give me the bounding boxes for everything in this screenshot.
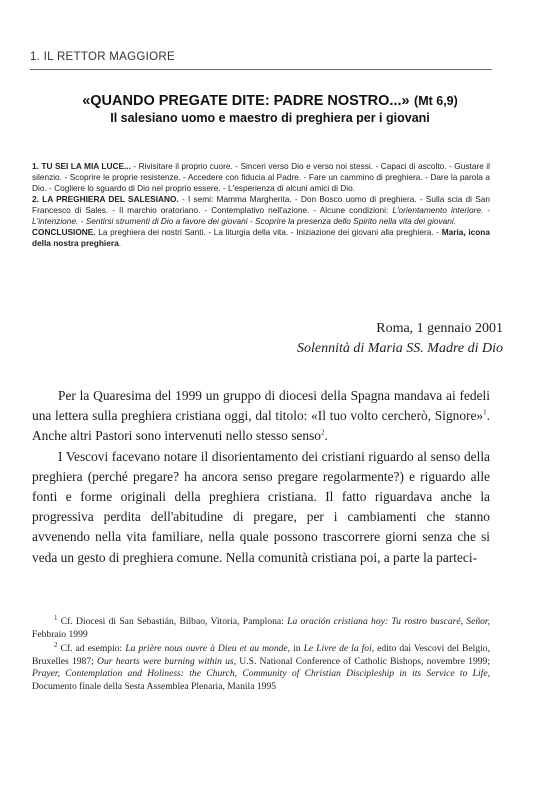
feast-day: Solennità di Maria SS. Madre di Dio	[297, 341, 503, 356]
body-text	[32, 386, 490, 568]
summary-block	[32, 161, 490, 249]
summary-bold-text: Maria, icona della nostra preghiera	[32, 227, 490, 248]
title-main: «QUANDO PREGATE DITE: PADRE NOSTRO...»	[82, 93, 410, 109]
summary-section-2	[32, 194, 490, 227]
footnote-ref: 1	[483, 408, 487, 417]
summary-italic-text: L'orientamento interiore. - L'intenzione. - Sentirsi strumenti di Dio a favore dei giovani - Scoprire la presenza dello Spirito nella vita dei giovani.	[32, 205, 491, 226]
footnote-italic: Our hearts were burning within us,	[97, 655, 237, 667]
dateline	[297, 319, 503, 359]
header-rule	[30, 69, 492, 70]
footnote-text: Cf. ad esempio:	[57, 643, 126, 654]
summary-conclusion	[32, 227, 490, 249]
footnote-italic: Prayer, Contemplation and Holiness: the Church, Community of Christian Discipleship in its Service to Life,	[32, 668, 490, 679]
summary-text: .	[118, 238, 121, 248]
body-paragraph: I Vescovi facevano notare il disorientamento dei cristiani riguardo al senso della preghiera (perché pregare? ha ancora senso pregare regolarmente?) e riguardo alle fonti e forme originali della preghiera cristiana. Il fatto riguardava anche la progressiva perdita dell'abitudine di pregare, per i cambiamenti che stanno avvenendo nella vita familiare, nella quale possono trascorrere giorni senza che si veda un gesto di preghiera comune. Nella comunità cristiana poi, a parte la parteci-	[32, 448, 490, 565]
body-text-run: Per la Quaresima del 1999 un gruppo di diocesi della Spagna mandava ai fedeli una lettera sulla preghiera cristiana oggi, dal titolo: «Il tuo volto cercherò, Signore»	[32, 388, 490, 424]
summary-heading: 1. TU SEI LA MIA LUCE...	[32, 161, 131, 171]
footnote-italic: La prière nous ouvre à Dieu et au monde,	[125, 643, 291, 654]
body-text-run: . Anche altri Pastori sono intervenuti nello stesso senso	[32, 408, 490, 444]
summary-text: - Rivisitare il proprio cuore. - Sinceri verso Dio e verso noi stessi. - Capaci di ascolto. - Gustare il silenzio. - Scoprire le proprie resistenze. - Accedere con fiducia al Padre. - Fare un cammino di preghiera. - Dare la parola a Dio. - Cogliere lo sguardo di Dio nel proprio essere. - L'esperienza di alcuni amici di Dio.	[32, 161, 490, 193]
footnote-text: in	[290, 643, 304, 654]
footnote-number: 2	[54, 640, 58, 649]
footnote-2	[32, 640, 491, 693]
footnote-ref: 2	[320, 428, 325, 437]
summary-text: - I semi: Mamma Margherita. - Don Bosco uomo di preghiera. - Sulla scia di San Francesco di Sales. - Il marchio oratoriano. - Contemplativo nell'azione. - Alcune condizioni:	[32, 194, 490, 215]
summary-text: La preghiera dei nostri Santi. - La liturgia della vita. - Iniziazione dei giovani alla preghiera. -	[95, 227, 442, 237]
footnote-1	[32, 613, 490, 641]
footnote-text: Cf. Diocesi di San Sebastián, Bilbao, Vitoria, Pamplona:	[57, 616, 288, 627]
body-paragraph	[32, 386, 490, 447]
footnote-text: Febbraio 1999	[32, 628, 88, 640]
summary-heading: 2. LA PREGHIERA DEL SALESIANO.	[32, 194, 179, 204]
summary-heading: CONCLUSIONE.	[32, 227, 96, 237]
footnote-text: U.S. National Conference of Catholic Bishops, novembre 1999;	[236, 655, 491, 667]
letter-title	[30, 92, 510, 110]
running-header: 1. IL RETTOR MAGGIORE	[30, 51, 175, 63]
footnote-number: 1	[54, 613, 58, 622]
footnote-italic: Le Livre de la foi,	[303, 643, 375, 654]
body-text-run: .	[324, 428, 328, 444]
footnote-italic: La oración cristiana hoy: Tu rostro buscaré, Señor,	[287, 616, 490, 627]
letter-subtitle: Il salesiano uomo e maestro di preghiera per i giovani	[110, 111, 430, 125]
footnotes	[32, 613, 491, 695]
place-date: Roma, 1 gennaio 2001	[376, 321, 503, 336]
title-reference: (Mt 6,9)	[414, 94, 458, 108]
footnote-text: edito dai Vescovi del Belgio, Bruxelles 1987;	[32, 643, 491, 667]
summary-section-1	[32, 161, 490, 194]
footnote-text: Documento finale della Sesta Assemblea Plenaria, Manila 1995	[32, 680, 277, 692]
